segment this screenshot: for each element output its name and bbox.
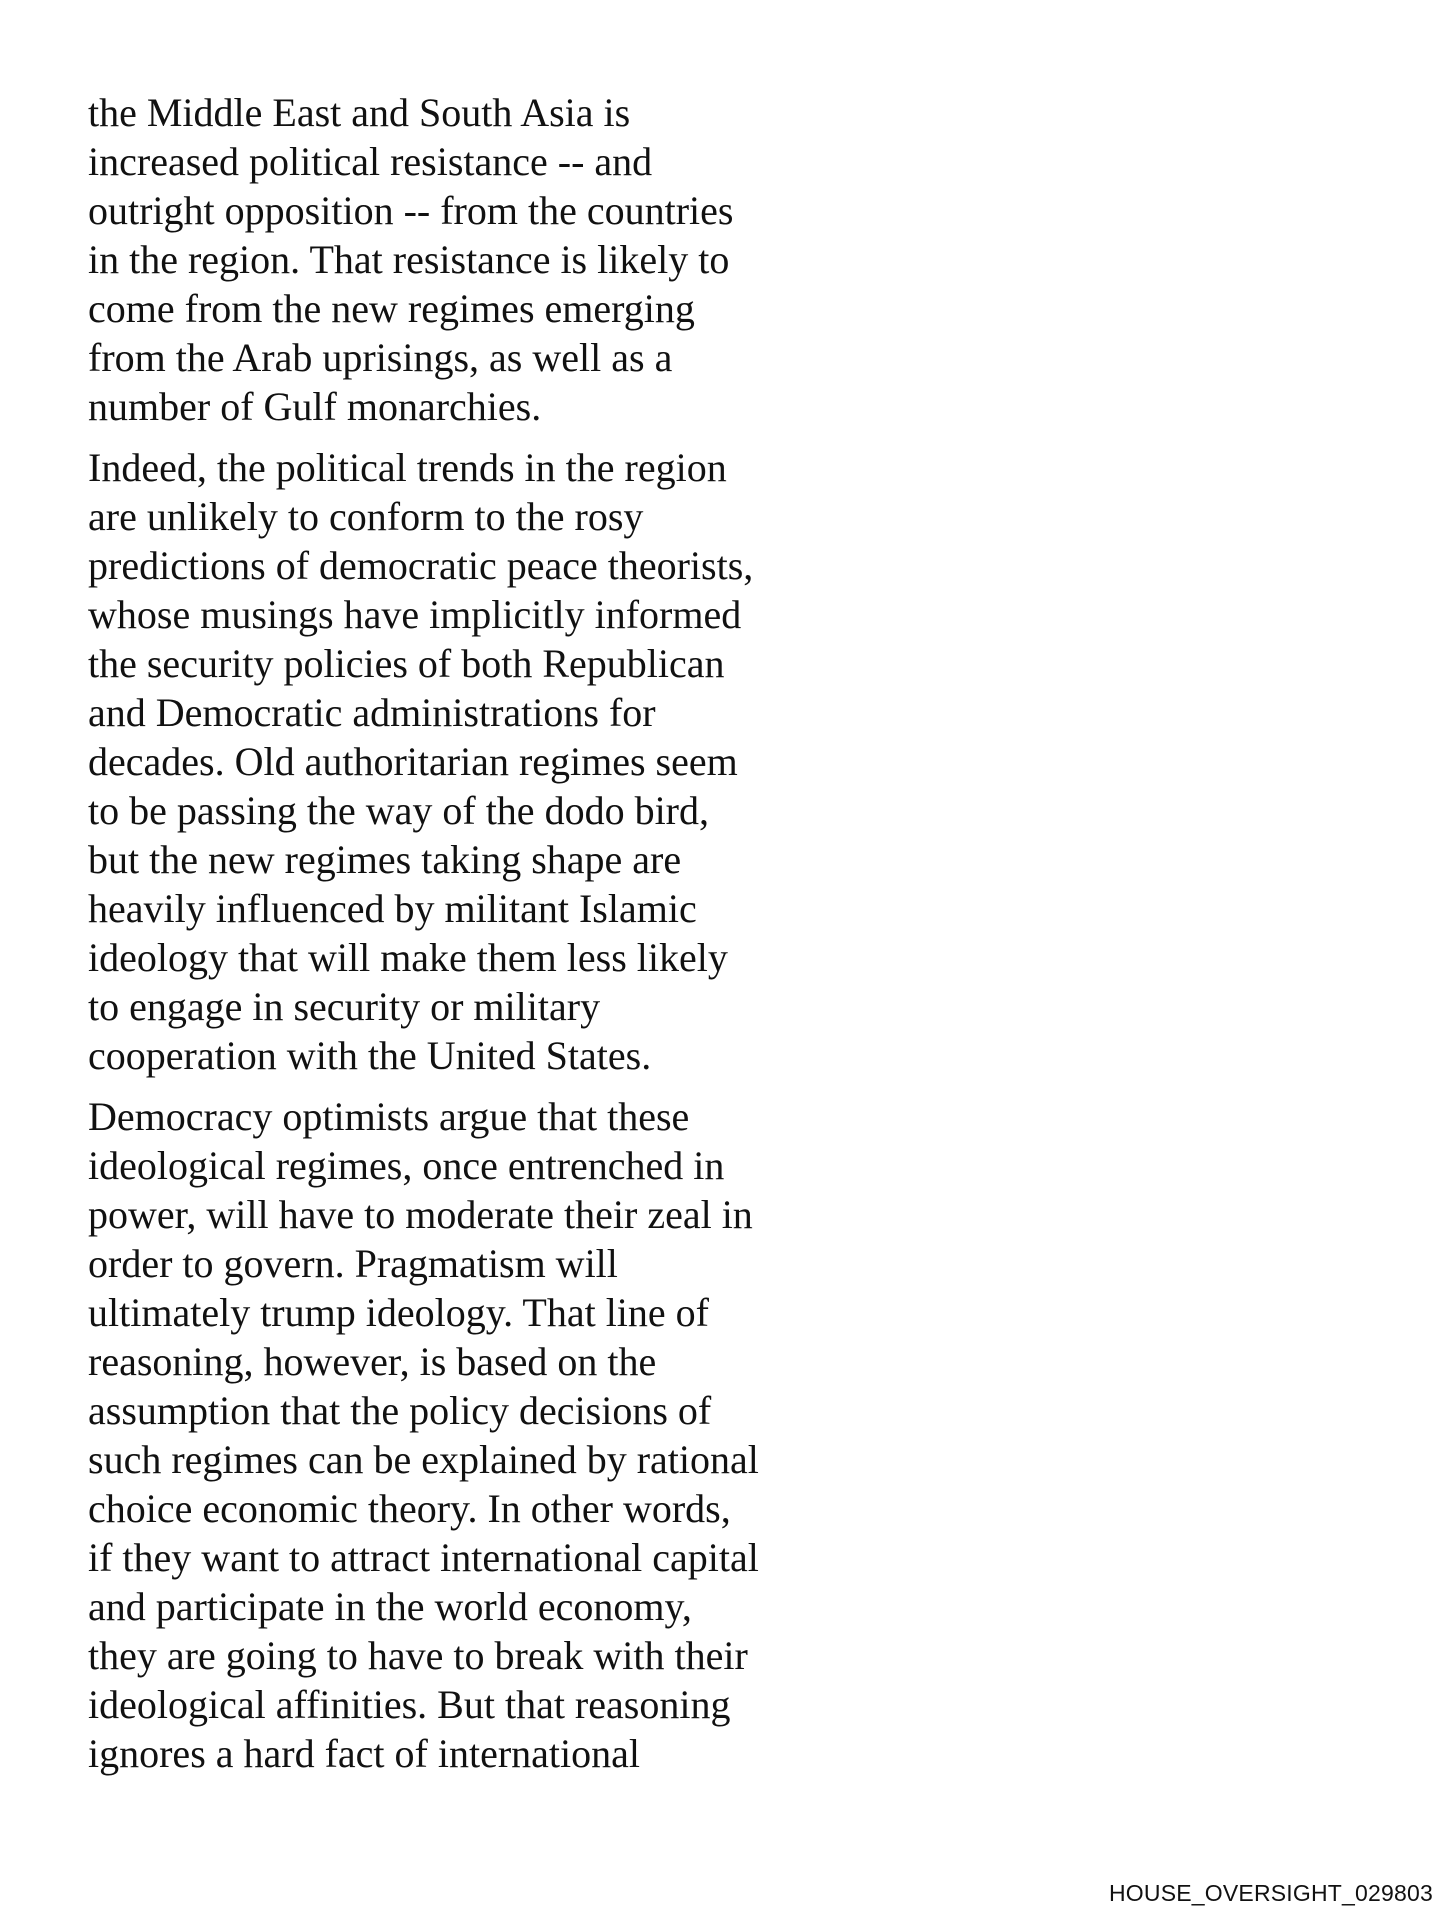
text-line: if they want to attract international capital xyxy=(88,1535,759,1580)
text-line: but the new regimes taking shape are xyxy=(88,837,682,882)
text-line: such regimes can be explained by rational xyxy=(88,1437,759,1482)
text-line: Indeed, the political trends in the region xyxy=(88,445,727,490)
bates-stamp: HOUSE_OVERSIGHT_029803 xyxy=(1109,1880,1433,1906)
text-line: and Democratic administrations for xyxy=(88,690,656,735)
text-line: from the Arab uprisings, as well as a xyxy=(88,335,673,380)
text-line: assumption that the policy decisions of xyxy=(88,1388,712,1433)
text-line: choice economic theory. In other words, xyxy=(88,1486,731,1531)
text-line: outright opposition -- from the countries xyxy=(88,188,734,233)
text-line: Democracy optimists argue that these xyxy=(88,1094,690,1139)
text-line: ideology that will make them less likely xyxy=(88,935,728,980)
text-line: and participate in the world economy, xyxy=(88,1584,692,1629)
text-line: they are going to have to break with their xyxy=(88,1633,748,1678)
text-line: cooperation with the United States. xyxy=(88,1033,652,1078)
text-line: order to govern. Pragmatism will xyxy=(88,1241,618,1286)
text-line: the security policies of both Republican xyxy=(88,641,725,686)
text-line: ideological regimes, once entrenched in xyxy=(88,1143,725,1188)
text-line: ignores a hard fact of international xyxy=(88,1731,640,1776)
text-line: predictions of democratic peace theorists, xyxy=(88,543,754,588)
text-line: number of Gulf monarchies. xyxy=(88,384,542,429)
text-line: ultimately trump ideology. That line of xyxy=(88,1290,709,1335)
text-line: come from the new regimes emerging xyxy=(88,286,695,331)
text-line: in the region. That resistance is likely to xyxy=(88,237,730,282)
paragraph-2 xyxy=(88,443,848,1080)
text-line: are unlikely to conform to the rosy xyxy=(88,494,644,539)
text-line: to be passing the way of the dodo bird, xyxy=(88,788,709,833)
text-line: reasoning, however, is based on the xyxy=(88,1339,657,1384)
paragraph-1 xyxy=(88,88,848,431)
text-line: increased political resistance -- and xyxy=(88,139,653,184)
text-line: to engage in security or military xyxy=(88,984,601,1029)
text-line: power, will have to moderate their zeal in xyxy=(88,1192,753,1237)
text-line: decades. Old authoritarian regimes seem xyxy=(88,739,738,784)
text-line: heavily influenced by militant Islamic xyxy=(88,886,697,931)
body-text xyxy=(88,88,848,1790)
text-line: ideological affinities. But that reasoning xyxy=(88,1682,731,1727)
text-line: whose musings have implicitly informed xyxy=(88,592,742,637)
paragraph-3 xyxy=(88,1092,848,1778)
text-line: the Middle East and South Asia is xyxy=(88,90,631,135)
